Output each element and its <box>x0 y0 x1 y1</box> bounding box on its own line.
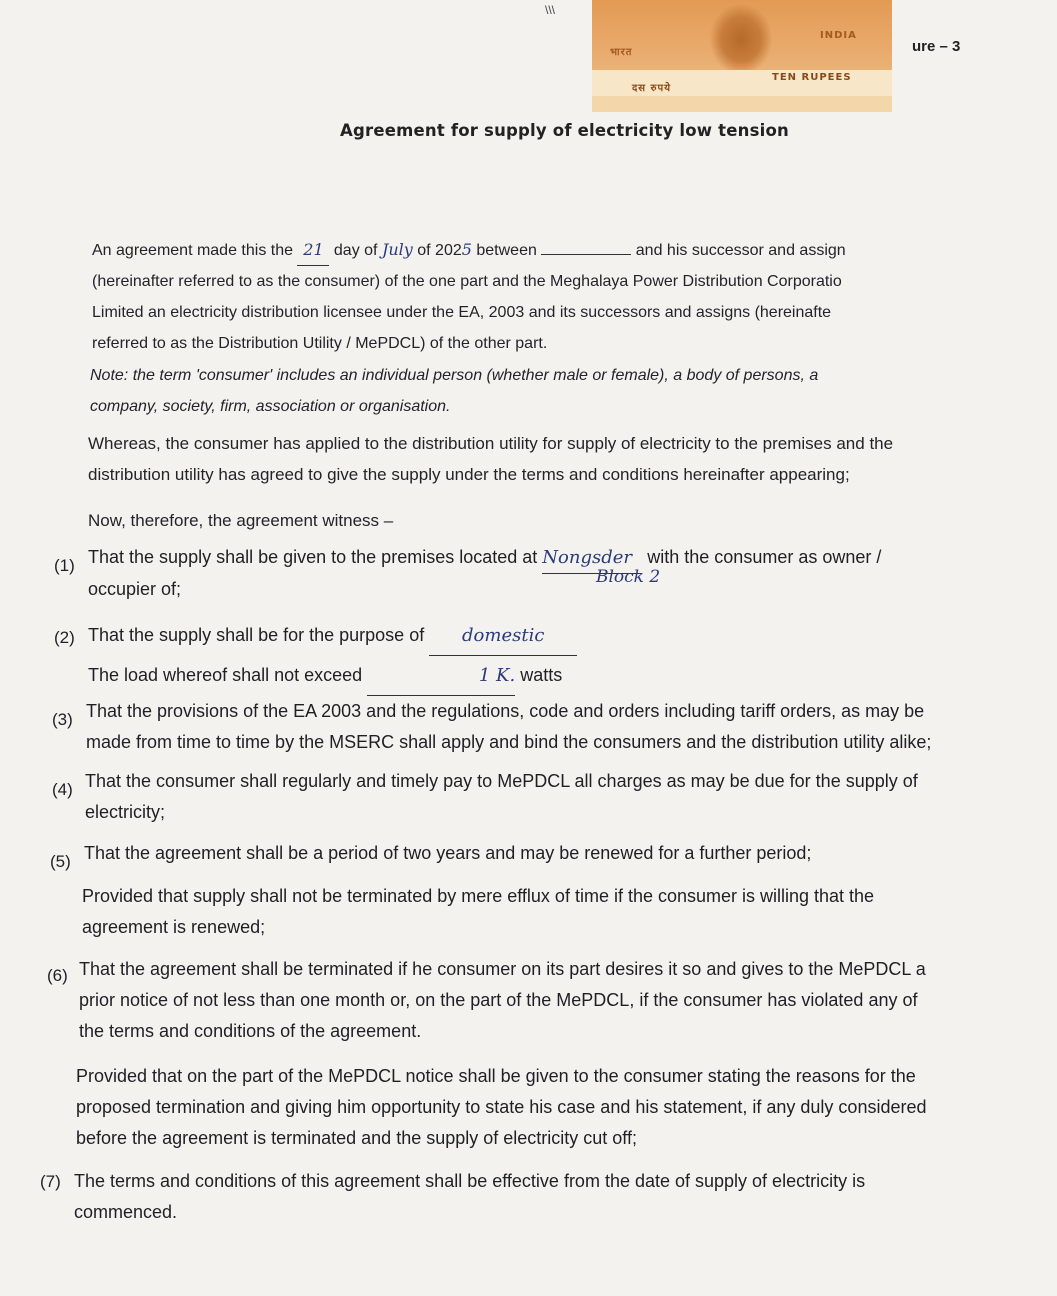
consumer-name-field <box>541 254 631 255</box>
whereas-line-2: distribution utility has agreed to give the supply under the terms and conditions hereinafter appearing; <box>88 465 850 484</box>
premises-block-field: Block 2 <box>596 567 661 587</box>
clause-7: The terms and conditions of this agreement shall be effective from the date of supply of electricity is commenced. <box>74 1171 866 1222</box>
national-emblem-icon <box>710 4 772 74</box>
intro-paragraph <box>92 234 1032 359</box>
clause-1-number: (1) <box>54 556 75 575</box>
intro-line-1: An agreement made this the 21 day of July of 2025 between and his successor and assign <box>92 234 1032 266</box>
year-field: 5 <box>461 240 472 259</box>
clause-4: That the consumer shall regularly and timely pay to MePDCL all charges as may be due for the supply of electricity; <box>85 771 918 822</box>
clause-2: That the supply shall be for the purpose of domestic The load whereof shall not exceed 1 K. watts <box>88 616 1008 696</box>
premises-location-field: Nongsder <box>542 542 642 574</box>
clause-6-number: (6) <box>47 966 68 985</box>
clause-3-number: (3) <box>52 710 73 729</box>
load-field: 1 K. <box>367 657 515 696</box>
month-field: July <box>381 240 413 259</box>
stamp-value-hindi: दस रुपये <box>632 83 672 94</box>
stamp-paper-image <box>592 0 892 112</box>
intro-line-2: (hereinafter referred to as the consumer) of the one part and the Meghalaya Power Distribution Corporatio <box>92 273 842 290</box>
purpose-field: domestic <box>429 617 577 656</box>
document-title: Agreement for supply of electricity low tension <box>340 121 789 140</box>
stamp-text-left: भारत <box>610 47 633 58</box>
clause-4-number: (4) <box>52 780 73 799</box>
top-mark: \\\ <box>545 3 556 17</box>
clause-6: That the agreement shall be terminated if he consumer on its part desires it so and gives to the MePDCL a prior notice of not less than one month or, on the part of the MePDCL, if the consumer has violated any of the terms and conditions of the agreement. <box>79 959 926 1041</box>
intro-line-3: Limited an electricity distribution licensee under the EA, 2003 and its successors and assigns (hereinafte <box>92 304 832 321</box>
annexure-label: ure – 3 <box>912 38 961 55</box>
clause-3: That the provisions of the EA 2003 and the regulations, code and orders including tariff orders, as may be made from time to time by the MSERC shall apply and bind the consumers and the distribution utility alike; <box>86 701 932 752</box>
whereas-line-1: Whereas, the consumer has applied to the distribution utility for supply of electricity to the premises and the <box>88 434 894 453</box>
witness-line: Now, therefore, the agreement witness – <box>88 511 394 530</box>
stamp-value-english: TEN RUPEES <box>772 72 852 83</box>
clause-5-number: (5) <box>50 852 71 871</box>
intro-line-4: referred to as the Distribution Utility / MePDCL) of the other part. <box>92 335 548 352</box>
day-field: 21 <box>297 234 329 266</box>
note-line-1: Note: the term 'consumer' includes an individual person (whether male or female), a body of persons, a <box>90 367 819 384</box>
clause-7-number: (7) <box>40 1172 61 1191</box>
note-paragraph <box>90 360 1040 422</box>
clause-5-proviso: Provided that supply shall not be terminated by mere efflux of time if the consumer is willing that the agreement is renewed; <box>82 886 875 937</box>
stamp-bottom-edge <box>592 96 892 112</box>
clause-5: That the agreement shall be a period of two years and may be renewed for a further period; <box>84 843 812 863</box>
clause-1: That the supply shall be given to the premises located at Nongsder with the consumer as owner / occupier of; Block 2 <box>88 542 1008 605</box>
stamp-text-right: INDIA <box>820 30 857 41</box>
whereas-paragraph <box>88 428 1048 490</box>
note-line-2: company, society, firm, association or organisation. <box>90 398 451 415</box>
clause-2-number: (2) <box>54 628 75 647</box>
clause-6-proviso: Provided that on the part of the MePDCL notice shall be given to the consumer stating the reasons for the proposed termination and giving him opportunity to state his case and his statement, if any duly considered before the agreement is terminated and the supply of electricity cut off; <box>76 1066 927 1148</box>
